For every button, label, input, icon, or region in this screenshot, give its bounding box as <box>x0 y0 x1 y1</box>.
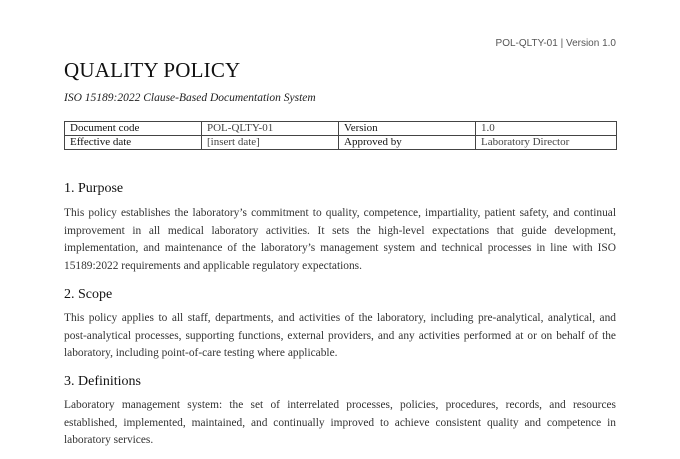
table-label: Document code <box>65 122 202 136</box>
table-row <box>65 136 617 150</box>
table-label: Version <box>339 122 476 136</box>
page-subtitle: ISO 15189:2022 Clause-Based Documentation System <box>64 92 316 104</box>
section-heading-scope: 2. Scope <box>64 287 113 302</box>
table-label: Approved by <box>339 136 476 150</box>
table-value: 1.0 <box>476 122 617 136</box>
table-value[interactable]: [insert date] <box>202 136 339 150</box>
section-text-purpose: This policy establishes the laboratory’s commitment to quality, competence, impartiality, patient safety, and continual improvement in all medical laboratory activities. It sets the high-level expectations that guide development, implementation, and maintenance of the laboratory’s management system and technical processes in line with ISO 15189:2022 requirements and applicable regulatory expectations. <box>64 207 616 272</box>
section-text-scope: This policy applies to all staff, departments, and activities of the laboratory, including pre-analytical, analytical, and post-analytical processes, supporting functions, external providers, and any activities performed at or on behalf of the laboratory, including point-of-care testing where applicable. <box>64 312 616 360</box>
document-reference: POL-QLTY-01 | Version 1.0 <box>495 38 616 49</box>
section-text-definitions: Laboratory management system: the set of interrelated processes, policies, procedures, records, and resources established, implemented, maintained, and continually improved to achieve consistent quality and competence in laboratory services. <box>64 399 616 447</box>
table-value: POL-QLTY-01 <box>202 122 339 136</box>
section-heading-purpose: 1. Purpose <box>64 181 124 196</box>
table-label: Effective date <box>65 136 202 150</box>
document-control-table <box>64 121 617 150</box>
table-value: Laboratory Director <box>476 136 617 150</box>
page-title: QUALITY POLICY <box>64 58 241 82</box>
table-row <box>65 122 617 136</box>
section-heading-definitions: 3. Definitions <box>64 374 141 389</box>
